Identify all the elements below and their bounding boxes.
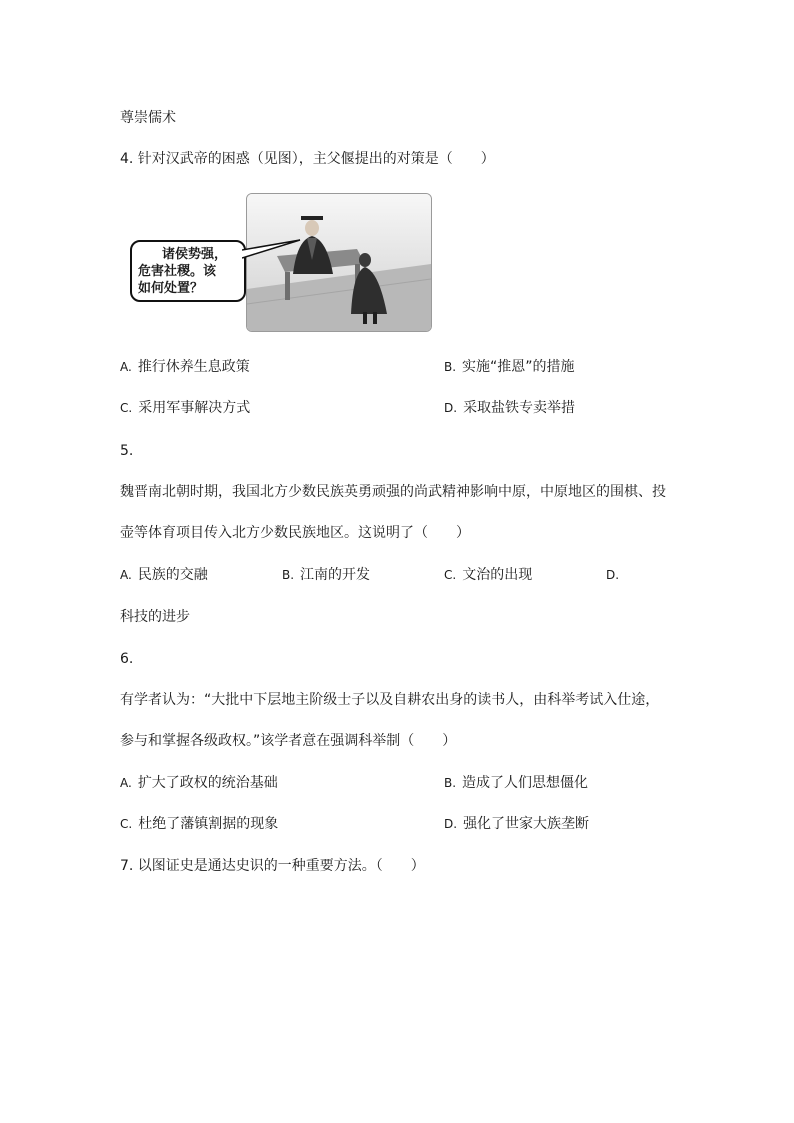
speech-bubble-pointer [242,238,302,268]
q6-option-d[interactable]: D. 强化了世家大族垄断 [444,816,590,832]
q4-stem: 4. 针对汉武帝的困惑（见图），主父偃提出的对策是（ ） [120,151,495,167]
q5-option-d-text: 科技的进步 [120,609,190,625]
q6-stem-line-1: 有学者认为：“大批中下层地主阶级士子以及自耕农出身的读书人，由科举考试入仕途， [120,692,660,708]
q6-option-a[interactable]: A. 扩大了政权的统治基础 [120,775,278,791]
q4-option-c[interactable]: C. 采用军事解决方式 [120,400,251,416]
q5-stem-line-2: 壶等体育项目传入北方少数民族地区。这说明了（ ） [120,525,470,541]
speech-line-1: 诸侯势强， [162,247,228,262]
q5-option-c[interactable]: C. 文治的出现 [444,567,533,583]
q4-option-d[interactable]: D. 采取盐铁专卖举措 [444,400,576,416]
q7-stem: 7. 以图证史是通达史识的一种重要方法。（ ） [120,858,425,874]
speech-bubble [130,240,246,302]
speech-line-3: 如何处置？ [138,281,204,296]
q4-option-b[interactable]: B. 实施“推恩”的措施 [444,359,575,375]
q5-option-b[interactable]: B. 江南的开发 [282,567,371,583]
q6-option-b[interactable]: B. 造成了人们思想僵化 [444,775,589,791]
q5-option-d[interactable]: D. [606,568,620,582]
q5-stem-line-1: 魏晋南北朝时期，我国北方少数民族英勇顽强的尚武精神影响中原，中原地区的围棋、投 [120,484,666,500]
q5-number: 5. [120,443,134,459]
q6-number: 6. [120,651,134,667]
speech-line-2: 危害社稷。该 [138,264,217,279]
top-line: 尊崇儒术 [120,110,176,126]
q6-option-c[interactable]: C. 杜绝了藩镇割据的现象 [120,816,279,832]
q6-stem-line-2: 参与和掌握各级政权。”该学者意在强调科举制（ ） [120,733,457,749]
q5-option-a[interactable]: A. 民族的交融 [120,567,208,583]
q4-option-a[interactable]: A. 推行休养生息政策 [120,359,250,375]
